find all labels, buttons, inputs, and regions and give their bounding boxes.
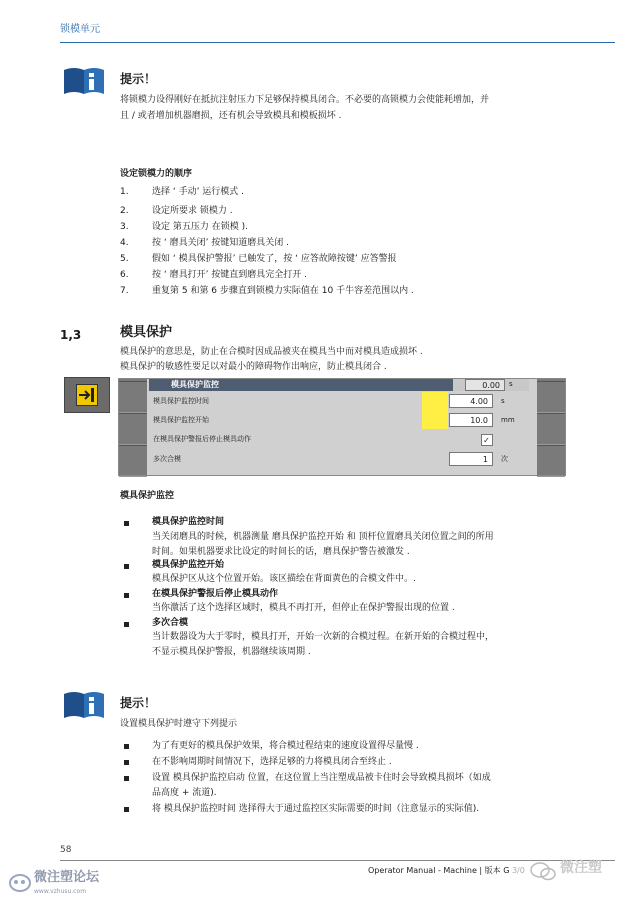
note-text-line: 且 / 或者增加机器磨损，还有机会导致模具和模板损坏 . <box>120 111 342 121</box>
bullet-title: 模具保护监控开始 <box>152 560 225 570</box>
multiple-close-input[interactable]: 1 <box>449 452 493 466</box>
stop-after-alarm-checkbox[interactable]: ✓ <box>481 434 493 446</box>
watermark-left-text: 微注塑论坛 <box>34 870 100 885</box>
softkey-column-left <box>119 379 147 475</box>
monitor-heading: 模具保护监控 <box>120 491 175 501</box>
bullet <box>124 593 129 598</box>
bullet-text-line: 当关闭磨具的时候，机器测量 磨具保护监控开始 和 顶杆位置磨具关闭位置之间的所用 <box>152 532 494 542</box>
setting-label: 在模具保护警报后停止模具动作 <box>153 435 251 443</box>
monitor-start-input[interactable]: 10.0 <box>449 413 493 427</box>
step-text: 按 ‘ 磨具打开’ 按键直到磨具完全打开 . <box>152 270 308 280</box>
unit-label: s <box>509 380 513 388</box>
bullet-text-line: 品高度 + 流道). <box>152 788 217 798</box>
softkey[interactable] <box>537 445 565 477</box>
highlight-marker <box>422 392 448 429</box>
page-number: 58 <box>60 845 72 855</box>
list-item <box>0 254 640 268</box>
step-text: 选择 ‘ 手动’ 运行模式 . <box>152 187 245 197</box>
list-item <box>0 286 640 300</box>
unit-label: mm <box>501 416 515 424</box>
header-title: 锁模单元 <box>60 24 100 35</box>
list-item <box>0 238 640 252</box>
watermark-left-url: www.vzhusu.com <box>34 888 87 895</box>
bullet <box>124 564 129 569</box>
list-item <box>0 206 640 220</box>
wechat-icon <box>530 860 556 882</box>
unit-label: 次 <box>501 455 508 463</box>
bullet <box>124 744 129 749</box>
unit-label: s <box>501 397 505 405</box>
bullet-title: 模具保护监控时间 <box>152 517 225 527</box>
note-title: 提示！ <box>120 696 157 710</box>
setting-label: 多次合模 <box>153 455 181 463</box>
header-divider <box>60 42 615 43</box>
note-text-line: 将锁模力设得刚好在抵抗注射压力下足够保持模具闭合。不必要的高锁模力会使能耗增加，并 <box>120 95 490 105</box>
step-number: 4. <box>120 238 129 248</box>
bullet-text-line: 当计数器设为大于零时，模具打开，开始一次新的合模过程。在新开始的合模过程中， <box>152 632 495 642</box>
note-intro: 设置模具保护时遵守下列提示 <box>120 719 238 729</box>
section-intro-line: 模具保护的意思是，防止在合模时因成品被夹在模具当中而对模具造成损坏 . <box>120 347 423 357</box>
bullet-text-line: 在不影响周期时间情况下，选择足够的力将模具闭合至终止 . <box>152 757 392 767</box>
bullet <box>124 521 129 526</box>
info-icon <box>62 690 106 720</box>
step-number: 1. <box>120 187 129 197</box>
watermark-right-text: 微注塑 <box>560 860 602 876</box>
step-text: 按 ‘ 磨具关闭’ 按键知道磨具关闭 . <box>152 238 290 248</box>
bullet-text-line: 为了有更好的模具保护效果，将合模过程结束的速度设置得尽量慢 . <box>152 741 419 751</box>
bullet-title: 在模具保护警报后停止模具动作 <box>152 589 279 599</box>
setting-label: 模具保护监控时间 <box>153 397 209 405</box>
step-text: 假如 ‘ 模具保护警报’ 已触发了，按 ‘ 应答故障按键’ 应答警报 <box>152 254 397 264</box>
procedure-heading: 设定锁模力的顺序 <box>120 169 193 179</box>
watermark-logo-icon <box>8 872 32 894</box>
softkey[interactable] <box>119 381 147 413</box>
bullet-text-line: 设置 模具保护监控启动 位置，在这位置上当注塑成品被卡住时会导致模具损坏（如成 <box>152 773 491 783</box>
step-number: 2. <box>120 206 129 216</box>
arrow-icon <box>76 384 98 406</box>
bullet <box>124 760 129 765</box>
manual-text: Operator Manual - Machine | 版本 G <box>368 866 510 875</box>
softkey-column-right <box>537 379 565 475</box>
bullet-text-line: 不显示模具保护警报，机器继续该周期 . <box>152 647 311 657</box>
bullet-text-line: 将 模具保护监控时间 选择得大于通过监控区实际需要的时间（注意显示的实际值). <box>152 804 480 814</box>
softkey[interactable] <box>119 413 147 445</box>
section-intro-line: 模具保护的敏感性要足以对最小的障碍物作出响应，防止模具闭合 . <box>120 362 387 372</box>
info-icon <box>62 66 106 96</box>
bullet-text-line: 时间。如果机器要求比设定的时间长的话，磨具保护警告被激发 . <box>152 547 410 557</box>
mold-protection-screen <box>118 378 566 476</box>
list-item <box>0 270 640 284</box>
screen-title: 模具保护监控 <box>149 379 473 391</box>
bullet <box>124 622 129 627</box>
bullet <box>124 776 129 781</box>
step-text: 设定 第五压力 在锁模 ). <box>152 222 248 232</box>
step-number: 7. <box>120 286 129 296</box>
step-number: 5. <box>120 254 129 264</box>
list-item <box>0 187 640 201</box>
section-title: 模具保护 <box>120 325 173 340</box>
monitor-time-input[interactable]: 4.00 <box>449 394 493 408</box>
mold-protection-icon <box>64 377 110 413</box>
bullet-text-line: 当你激活了这个选择区域时，模具不再打开，但停止在保护警报出现的位置 . <box>152 603 455 613</box>
step-text: 设定所要求 锁模力 . <box>152 206 233 216</box>
watermark-left <box>8 868 118 898</box>
actual-time-field: 0.00 <box>465 379 505 391</box>
watermark-right <box>530 858 630 884</box>
manual-text-tail: 3/0 <box>511 866 525 875</box>
softkey[interactable] <box>537 413 565 445</box>
step-number: 6. <box>120 270 129 280</box>
softkey[interactable] <box>119 445 147 477</box>
bullet-title: 多次合模 <box>152 618 189 628</box>
bullet <box>124 807 129 812</box>
setting-label: 模具保护监控开始 <box>153 416 209 424</box>
step-number: 3. <box>120 222 129 232</box>
step-text: 重复第 5 和第 6 步骤直到锁模力实际值在 10 千牛容差范围以内 . <box>152 286 414 296</box>
section-number: 1,3 <box>60 328 82 342</box>
note-title: 提示！ <box>120 72 157 86</box>
list-item <box>0 222 640 236</box>
bullet-text-line: 模具保护区从这个位置开始。该区描绘在背面黄色的合模文件中。. <box>152 574 416 584</box>
footer-manual-label <box>368 866 525 876</box>
softkey[interactable] <box>537 381 565 413</box>
